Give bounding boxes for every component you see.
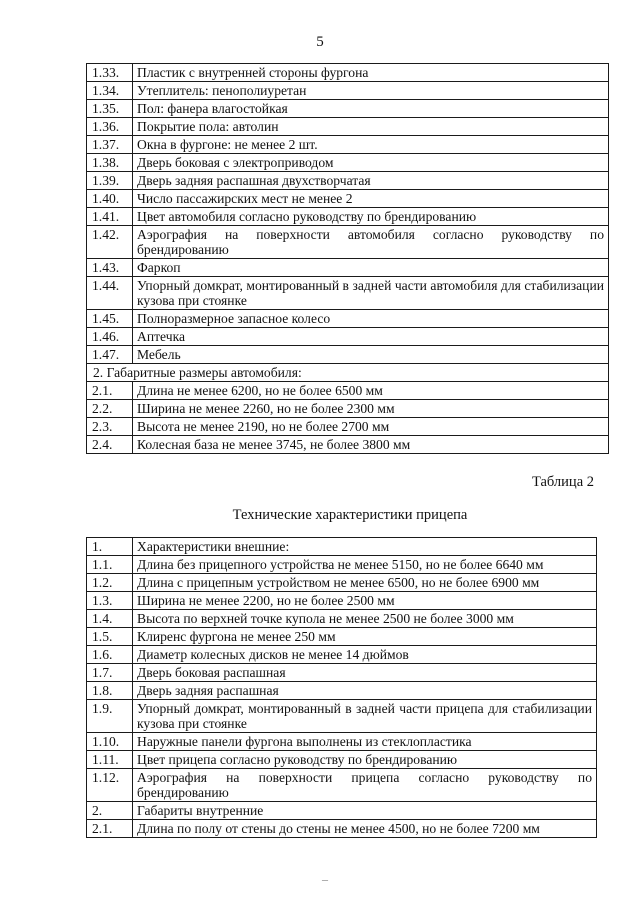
row-number: 2.4. bbox=[87, 436, 133, 454]
table-row bbox=[87, 118, 609, 136]
row-number: 1.33. bbox=[87, 64, 133, 82]
vehicle-spec-table bbox=[86, 63, 609, 454]
table-row bbox=[87, 136, 609, 154]
table-row bbox=[87, 400, 609, 418]
table-row bbox=[87, 628, 597, 646]
row-number: 1.12. bbox=[87, 769, 133, 802]
table-row bbox=[87, 310, 609, 328]
table-row bbox=[87, 733, 597, 751]
row-description: Окна в фургоне: не менее 2 шт. bbox=[133, 136, 609, 154]
row-description: Высота по верхней точке купола не менее 2500 не более 3000 мм bbox=[133, 610, 597, 628]
table-row bbox=[87, 328, 609, 346]
table-row bbox=[87, 154, 609, 172]
row-description: Дверь задняя распашная двухстворчатая bbox=[133, 172, 609, 190]
table-row bbox=[87, 208, 609, 226]
table-row bbox=[87, 574, 597, 592]
row-number: 1.9. bbox=[87, 700, 133, 733]
trailer-spec-table bbox=[86, 537, 597, 838]
row-description: Длина по полу от стены до стены не менее 4500, но не более 7200 мм bbox=[133, 820, 597, 838]
row-number: 2.3. bbox=[87, 418, 133, 436]
row-number: 1.36. bbox=[87, 118, 133, 136]
row-number: 2. bbox=[87, 802, 133, 820]
table-row bbox=[87, 190, 609, 208]
row-description: Ширина не менее 2260, но не более 2300 мм bbox=[133, 400, 609, 418]
row-description: Аэрография на поверхности автомобиля согласно руководству по брендированию bbox=[133, 226, 609, 259]
table-row bbox=[87, 418, 609, 436]
row-description: Колесная база не менее 3745, не более 3800 мм bbox=[133, 436, 609, 454]
row-number: 1.47. bbox=[87, 346, 133, 364]
row-description: Характеристики внешние: bbox=[133, 538, 597, 556]
row-number: 1.43. bbox=[87, 259, 133, 277]
row-number: 1.44. bbox=[87, 277, 133, 310]
row-number: 1.3. bbox=[87, 592, 133, 610]
row-number: 1.46. bbox=[87, 328, 133, 346]
row-description: Мебель bbox=[133, 346, 609, 364]
row-description: Клиренс фургона не менее 250 мм bbox=[133, 628, 597, 646]
row-number: 1.7. bbox=[87, 664, 133, 682]
table-row bbox=[87, 802, 597, 820]
table-row bbox=[87, 556, 597, 574]
table-row bbox=[87, 436, 609, 454]
row-number: 1.41. bbox=[87, 208, 133, 226]
table-row bbox=[87, 682, 597, 700]
row-description: Пол: фанера влагостойкая bbox=[133, 100, 609, 118]
row-description: Покрытие пола: автолин bbox=[133, 118, 609, 136]
row-number: 1.38. bbox=[87, 154, 133, 172]
row-description: Диаметр колесных дисков не менее 14 дюймов bbox=[133, 646, 597, 664]
row-description: Длина не менее 6200, но не более 6500 мм bbox=[133, 382, 609, 400]
row-number: 1.5. bbox=[87, 628, 133, 646]
row-number: 1.34. bbox=[87, 82, 133, 100]
row-number: 1.4. bbox=[87, 610, 133, 628]
row-number: 1.2. bbox=[87, 574, 133, 592]
table-row bbox=[87, 277, 609, 310]
row-description: Цвет автомобиля согласно руководству по брендированию bbox=[133, 208, 609, 226]
table-row bbox=[87, 259, 609, 277]
table-row bbox=[87, 700, 597, 733]
row-number: 1.37. bbox=[87, 136, 133, 154]
table-row bbox=[87, 100, 609, 118]
row-description: Длина с прицепным устройством не менее 6500, но не более 6900 мм bbox=[133, 574, 597, 592]
table-row bbox=[87, 382, 609, 400]
table-row bbox=[87, 769, 597, 802]
table-row bbox=[87, 82, 609, 100]
row-number: 1.8. bbox=[87, 682, 133, 700]
footer-mark: – bbox=[322, 872, 328, 886]
row-description: Аэрография на поверхности прицепа согласно руководству по брендированию bbox=[133, 769, 597, 802]
row-description: Дверь боковая распашная bbox=[133, 664, 597, 682]
row-number: 1.1. bbox=[87, 556, 133, 574]
table-row bbox=[87, 64, 609, 82]
table-row bbox=[87, 592, 597, 610]
row-description: Аптечка bbox=[133, 328, 609, 346]
table-row bbox=[87, 226, 609, 259]
row-number: 1.45. bbox=[87, 310, 133, 328]
table-row bbox=[87, 610, 597, 628]
row-description: Упорный домкрат, монтированный в задней части автомобиля для стабилизации кузова при стоянке bbox=[133, 277, 609, 310]
table-row bbox=[87, 172, 609, 190]
section-header: 2. Габаритные размеры автомобиля: bbox=[87, 364, 609, 382]
row-description: Полноразмерное запасное колесо bbox=[133, 310, 609, 328]
row-description: Цвет прицепа согласно руководству по брендированию bbox=[133, 751, 597, 769]
row-description: Высота не менее 2190, но не более 2700 мм bbox=[133, 418, 609, 436]
row-number: 1. bbox=[87, 538, 133, 556]
row-description: Пластик с внутренней стороны фургона bbox=[133, 64, 609, 82]
row-description: Число пассажирских мест не менее 2 bbox=[133, 190, 609, 208]
row-number: 1.6. bbox=[87, 646, 133, 664]
row-description: Габариты внутренние bbox=[133, 802, 597, 820]
table-row bbox=[87, 538, 597, 556]
row-description: Упорный домкрат, монтированный в задней части прицепа для стабилизации кузова при стоянке bbox=[133, 700, 597, 733]
table-title: Технические характеристики прицепа bbox=[232, 507, 468, 523]
row-number: 1.40. bbox=[87, 190, 133, 208]
row-number: 1.35. bbox=[87, 100, 133, 118]
row-number: 1.10. bbox=[87, 733, 133, 751]
row-number: 2.2. bbox=[87, 400, 133, 418]
table-row bbox=[87, 751, 597, 769]
table-row bbox=[87, 646, 597, 664]
row-number: 2.1. bbox=[87, 820, 133, 838]
table-row bbox=[87, 346, 609, 364]
row-description: Наружные панели фургона выполнены из стеклопластика bbox=[133, 733, 597, 751]
section-header-row bbox=[87, 364, 609, 382]
row-number: 2.1. bbox=[87, 382, 133, 400]
row-description: Ширина не менее 2200, но не более 2500 мм bbox=[133, 592, 597, 610]
row-description: Фаркоп bbox=[133, 259, 609, 277]
table-label: Таблица 2 bbox=[531, 474, 594, 490]
row-description: Длина без прицепного устройства не менее 5150, но не более 6640 мм bbox=[133, 556, 597, 574]
row-description: Дверь задняя распашная bbox=[133, 682, 597, 700]
row-description: Утеплитель: пенополиуретан bbox=[133, 82, 609, 100]
row-number: 1.42. bbox=[87, 226, 133, 259]
table-row bbox=[87, 664, 597, 682]
row-number: 1.39. bbox=[87, 172, 133, 190]
row-number: 1.11. bbox=[87, 751, 133, 769]
page-number: 5 bbox=[316, 34, 324, 50]
row-description: Дверь боковая с электроприводом bbox=[133, 154, 609, 172]
table-row bbox=[87, 820, 597, 838]
